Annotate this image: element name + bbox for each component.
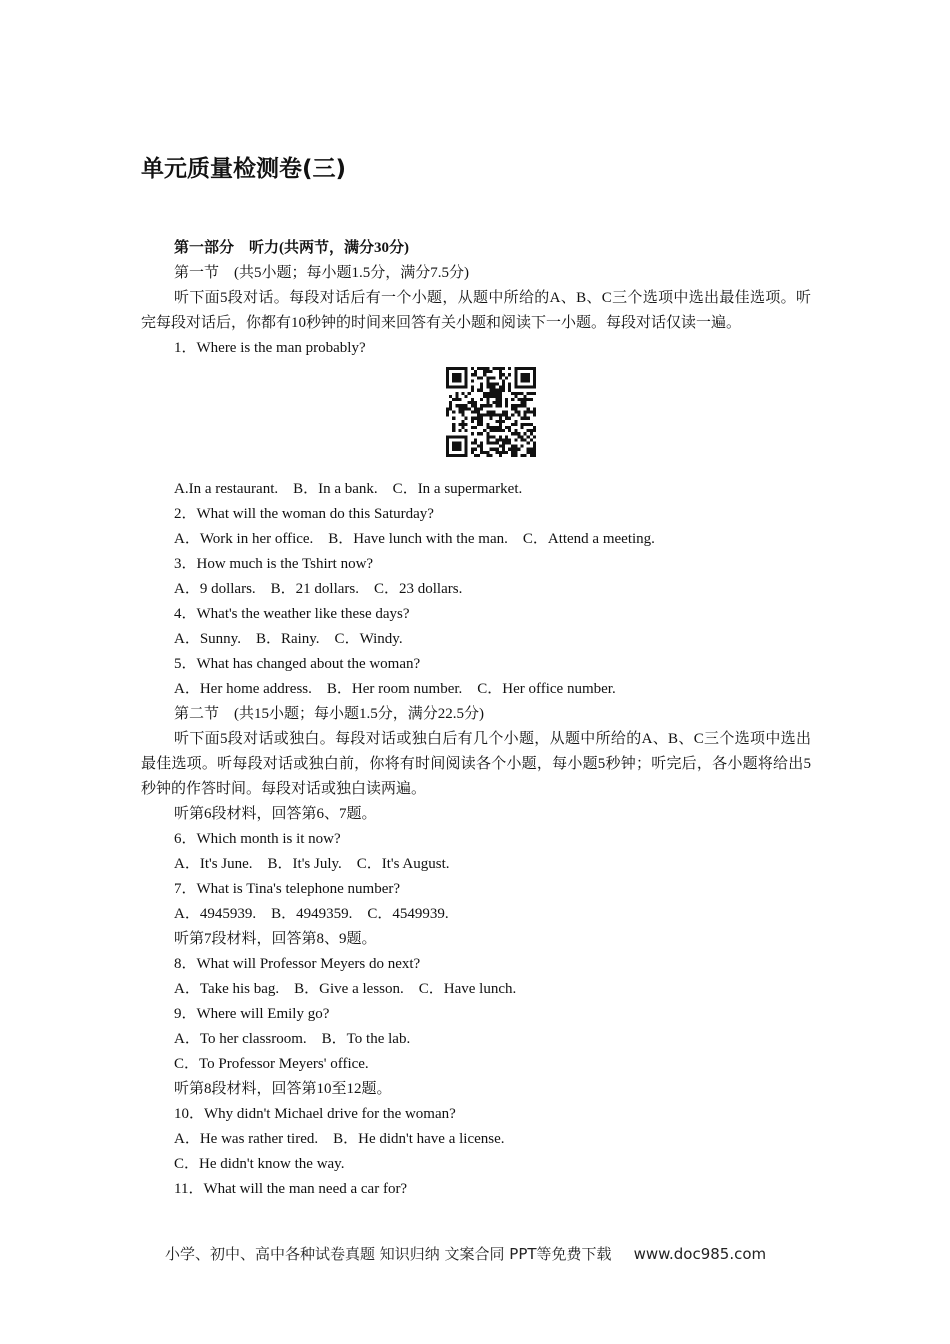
question-10: 10．Why didn't Michael drive for the woman? [174,1106,456,1122]
question-3: 3．How much is the Tshirt now? [174,556,374,572]
question-7: 7．What is Tina's telephone number? [174,881,401,897]
question-10-options-c: C．He didn't know the way. [174,1156,345,1172]
footer [165,1243,766,1264]
question-9-options-ab: A．To her classroom. B．To the lab. [174,1031,411,1047]
question-6: 6．Which month is it now? [174,831,341,847]
question-7-options: A．4945939. B．4949359. C．4549939. [174,906,449,922]
qr-code-area [141,361,811,477]
question-4: 4．What's the weather like these days? [174,606,410,622]
question-3-options: A．9 dollars. B．21 dollars. C．23 dollars. [174,581,463,597]
question-9: 9．Where will Emily go? [174,1006,330,1022]
material-6-note: 听第6段材料，回答第6、7题。 [174,806,377,822]
question-1-options: A.In a restaurant. B．In a bank. C．In a supermarket. [174,481,523,497]
question-2-options: A．Work in her office. B．Have lunch with the man. C．Attend a meeting. [174,531,655,547]
question-1: 1．Where is the man probably? [174,340,366,356]
question-2: 2．What will the woman do this Saturday? [174,506,434,522]
section2-header: 第二节 (共15小题；每小题1.5分，满分22.5分) [174,706,484,722]
question-5-options: A．Her home address. B．Her room number. C．Her office number. [174,681,616,697]
part1-header: 第一部分 听力(共两节，满分30分) [174,240,409,256]
question-11: 11．What will the man need a car for? [174,1181,408,1197]
footer-site-link[interactable]: www.doc985.com [633,1245,767,1263]
material-7-note: 听第7段材料，回答第8、9题。 [174,931,377,947]
section2-instructions: 听下面5段对话或独白。每段对话或独白后有几个小题，从题中所给的A、B、C三个选项中选出最佳选项。听每段对话或独白前，你将有时间阅读各个小题，每小题5秒钟；听完后，各小题将给出5秒钟的作答时间。每段对话或独白读两遍。 [141,731,811,797]
page-title: 单元质量检测卷(三) [141,156,347,182]
section1-instructions: 听下面5段对话。每段对话后有一个小题，从题中所给的A、B、C三个选项中选出最佳选项。听完每段对话后，你都有10秒钟的时间来回答有关小题和阅读下一小题。每段对话仅读一遍。 [141,290,811,331]
question-6-options: A．It's June. B．It's July. C．It's August. [174,856,450,872]
question-9-options-c: C．To Professor Meyers' office. [174,1056,369,1072]
footer-text: 小学、初中、高中各种试卷真题 知识归纳 文案合同 PPT等免费下载 [165,1245,612,1263]
question-8-options: A．Take his bag. B．Give a lesson. C．Have lunch. [174,981,517,997]
qr-code-icon [446,367,536,457]
section1-header: 第一节 (共5小题；每小题1.5分，满分7.5分) [174,265,469,281]
question-8: 8．What will Professor Meyers do next? [174,956,421,972]
question-10-options-ab: A．He was rather tired. B．He didn't have a license. [174,1131,505,1147]
exam-content [141,236,811,1202]
question-5: 5．What has changed about the woman? [174,656,421,672]
material-8-note: 听第8段材料，回答第10至12题。 [174,1081,392,1097]
question-4-options: A．Sunny. B．Rainy. C．Windy. [174,631,403,647]
